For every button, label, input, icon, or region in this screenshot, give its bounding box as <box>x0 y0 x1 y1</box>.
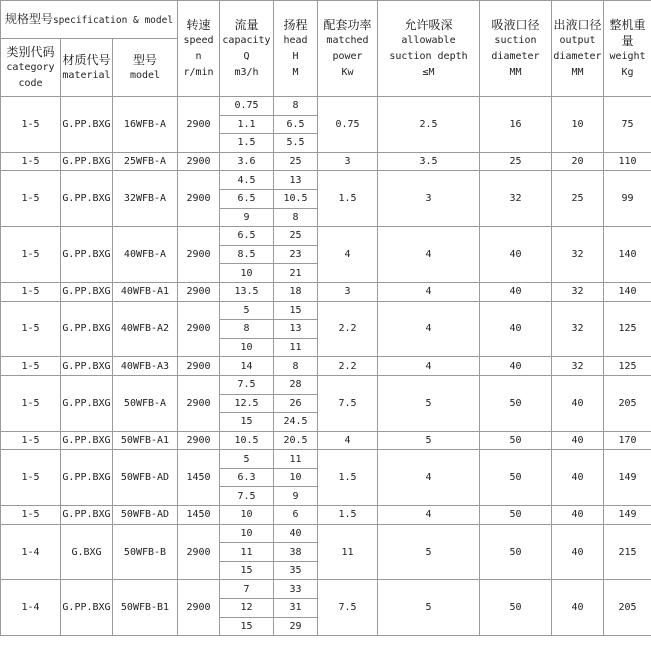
category-cell: 1-4 <box>1 524 61 580</box>
table-row <box>1 506 651 525</box>
head-cell: 29 <box>274 617 318 636</box>
weight-cell: 75 <box>604 97 651 153</box>
model-cell: 40WFB-A1 <box>113 282 178 301</box>
head-cell: 10 <box>274 468 318 487</box>
capacity-cell: 10.5 <box>220 431 274 450</box>
speed-cell: 2900 <box>178 97 220 153</box>
weight-cell: 149 <box>604 450 651 506</box>
speed-cell: 2900 <box>178 152 220 171</box>
material-header-en: material <box>62 69 111 81</box>
suction-diameter-cell: 50 <box>480 580 552 636</box>
output-diameter-header-en-2: diameter <box>553 50 602 62</box>
material-cell: G.PP.BXG <box>61 97 113 153</box>
model-header <box>113 39 178 97</box>
speed-cell: 2900 <box>178 301 220 357</box>
suction-depth-cell: 4 <box>378 282 480 301</box>
head-cell: 8 <box>274 97 318 116</box>
weight-header-en-1: weight <box>609 50 646 62</box>
power-cell: 3 <box>318 282 378 301</box>
table-row <box>1 524 651 543</box>
spec-header <box>1 1 178 39</box>
table-row <box>1 431 651 450</box>
model-cell: 50WFB-B <box>113 524 178 580</box>
table-row <box>1 375 651 394</box>
head-header-en-1: head <box>283 34 308 46</box>
output-diameter-header-zh: 出液口径 <box>553 17 602 32</box>
speed-cell: 1450 <box>178 450 220 506</box>
head-cell: 9 <box>274 487 318 506</box>
weight-cell: 149 <box>604 506 651 525</box>
suction-diameter-cell: 50 <box>480 375 552 431</box>
suction-depth-cell: 5 <box>378 375 480 431</box>
capacity-cell: 15 <box>220 561 274 580</box>
suction-depth-cell: 4 <box>378 506 480 525</box>
output-diameter-cell: 40 <box>552 431 604 450</box>
suction-depth-cell: 5 <box>378 431 480 450</box>
category-cell: 1-5 <box>1 375 61 431</box>
power-cell: 7.5 <box>318 375 378 431</box>
output-diameter-cell: 20 <box>552 152 604 171</box>
output-diameter-cell: 10 <box>552 97 604 153</box>
output-diameter-header-en-3: MM <box>571 66 584 78</box>
table-row <box>1 580 651 599</box>
output-diameter-cell: 40 <box>552 524 604 580</box>
weight-cell: 125 <box>604 301 651 357</box>
power-cell: 11 <box>318 524 378 580</box>
material-cell: G.PP.BXG <box>61 375 113 431</box>
suction-diameter-cell: 40 <box>480 357 552 376</box>
output-diameter-cell: 40 <box>552 375 604 431</box>
head-header-zh: 扬程 <box>283 17 308 32</box>
capacity-cell: 4.5 <box>220 171 274 190</box>
category-cell: 1-5 <box>1 171 61 227</box>
speed-cell: 2900 <box>178 282 220 301</box>
material-header <box>61 39 113 97</box>
head-cell: 13 <box>274 320 318 339</box>
head-cell: 10.5 <box>274 189 318 208</box>
suction-depth-cell: 5 <box>378 524 480 580</box>
suction-diameter-cell: 40 <box>480 301 552 357</box>
output-diameter-cell: 32 <box>552 282 604 301</box>
suction-diameter-cell: 40 <box>480 227 552 283</box>
speed-header-en-3: r/min <box>183 66 214 78</box>
speed-cell: 2900 <box>178 375 220 431</box>
head-cell: 18 <box>274 282 318 301</box>
table-row <box>1 171 651 190</box>
suction-depth-cell: 3.5 <box>378 152 480 171</box>
model-header-en: model <box>129 69 161 81</box>
speed-header-en-2: n <box>195 50 202 62</box>
head-header-en-2: H <box>292 50 299 62</box>
material-cell: G.PP.BXG <box>61 282 113 301</box>
capacity-cell: 13.5 <box>220 282 274 301</box>
head-cell: 5.5 <box>274 134 318 153</box>
suction-diameter-cell: 16 <box>480 97 552 153</box>
output-diameter-cell: 32 <box>552 357 604 376</box>
category-header <box>1 39 61 97</box>
capacity-cell: 15 <box>220 413 274 432</box>
output-diameter-cell: 32 <box>552 227 604 283</box>
power-header-en-3: Kw <box>341 66 354 78</box>
weight-cell: 205 <box>604 580 651 636</box>
suction-diameter-header-en-1: suction <box>494 34 537 46</box>
model-cell: 50WFB-AD <box>113 506 178 525</box>
table-row <box>1 301 651 320</box>
category-cell: 1-5 <box>1 97 61 153</box>
suction-depth-cell: 3 <box>378 171 480 227</box>
flow-header-en-3: m3/h <box>234 66 259 78</box>
capacity-cell: 7 <box>220 580 274 599</box>
material-cell: G.PP.BXG <box>61 450 113 506</box>
suction-diameter-cell: 50 <box>480 450 552 506</box>
head-cell: 26 <box>274 394 318 413</box>
category-cell: 1-5 <box>1 506 61 525</box>
head-cell: 23 <box>274 245 318 264</box>
weight-header-en-2: Kg <box>621 66 634 78</box>
power-cell: 3 <box>318 152 378 171</box>
model-cell: 32WFB-A <box>113 171 178 227</box>
head-cell: 25 <box>274 227 318 246</box>
suction-depth-cell: 5 <box>378 580 480 636</box>
suction-header-en-3: ≤M <box>422 66 435 78</box>
power-cell: 2.2 <box>318 301 378 357</box>
head-cell: 21 <box>274 264 318 283</box>
output-diameter-header <box>552 1 604 97</box>
output-diameter-cell: 25 <box>552 171 604 227</box>
speed-cell: 2900 <box>178 357 220 376</box>
material-cell: G.PP.BXG <box>61 301 113 357</box>
head-cell: 11 <box>274 338 318 357</box>
category-header-en-2: code <box>18 77 43 89</box>
power-cell: 1.5 <box>318 450 378 506</box>
head-cell: 8 <box>274 357 318 376</box>
table-header <box>1 1 651 97</box>
material-cell: G.PP.BXG <box>61 171 113 227</box>
speed-header <box>178 1 220 97</box>
capacity-cell: 10 <box>220 506 274 525</box>
power-cell: 2.2 <box>318 357 378 376</box>
capacity-cell: 15 <box>220 617 274 636</box>
flow-header <box>220 1 274 97</box>
power-cell: 1.5 <box>318 171 378 227</box>
model-cell: 40WFB-A2 <box>113 301 178 357</box>
table-row <box>1 282 651 301</box>
capacity-cell: 3.6 <box>220 152 274 171</box>
head-cell: 25 <box>274 152 318 171</box>
weight-cell: 140 <box>604 282 651 301</box>
suction-diameter-cell: 25 <box>480 152 552 171</box>
flow-header-en-2: Q <box>243 50 250 62</box>
head-header-en-3: M <box>292 66 299 78</box>
speed-cell: 2900 <box>178 431 220 450</box>
output-diameter-cell: 32 <box>552 301 604 357</box>
power-cell: 0.75 <box>318 97 378 153</box>
capacity-cell: 12 <box>220 599 274 618</box>
category-cell: 1-5 <box>1 450 61 506</box>
weight-cell: 99 <box>604 171 651 227</box>
material-header-zh: 材质代号 <box>62 52 111 67</box>
head-cell: 8 <box>274 208 318 227</box>
head-cell: 28 <box>274 375 318 394</box>
head-cell: 6.5 <box>274 115 318 134</box>
capacity-cell: 5 <box>220 301 274 320</box>
table-row <box>1 97 651 116</box>
capacity-cell: 12.5 <box>220 394 274 413</box>
power-cell: 4 <box>318 431 378 450</box>
material-cell: G.BXG <box>61 524 113 580</box>
capacity-cell: 6.5 <box>220 227 274 246</box>
weight-cell: 110 <box>604 152 651 171</box>
category-cell: 1-5 <box>1 431 61 450</box>
capacity-cell: 14 <box>220 357 274 376</box>
speed-cell: 2900 <box>178 580 220 636</box>
suction-diameter-cell: 50 <box>480 431 552 450</box>
model-cell: 50WFB-A1 <box>113 431 178 450</box>
model-cell: 25WFB-A <box>113 152 178 171</box>
material-cell: G.PP.BXG <box>61 227 113 283</box>
category-cell: 1-5 <box>1 282 61 301</box>
weight-header <box>604 1 651 97</box>
capacity-cell: 0.75 <box>220 97 274 116</box>
weight-cell: 205 <box>604 375 651 431</box>
suction-diameter-cell: 32 <box>480 171 552 227</box>
head-cell: 38 <box>274 543 318 562</box>
head-cell: 24.5 <box>274 413 318 432</box>
capacity-cell: 6.3 <box>220 468 274 487</box>
suction-depth-cell: 4 <box>378 357 480 376</box>
category-header-zh: 类别代码 <box>6 44 55 59</box>
capacity-cell: 10 <box>220 524 274 543</box>
suction-diameter-cell: 50 <box>480 524 552 580</box>
capacity-cell: 5 <box>220 450 274 469</box>
head-cell: 40 <box>274 524 318 543</box>
head-cell: 33 <box>274 580 318 599</box>
suction-header-en-1: allowable <box>401 34 456 46</box>
head-cell: 6 <box>274 506 318 525</box>
output-diameter-cell: 40 <box>552 506 604 525</box>
model-cell: 40WFB-A3 <box>113 357 178 376</box>
capacity-cell: 9 <box>220 208 274 227</box>
model-header-zh: 型号 <box>132 52 157 67</box>
suction-diameter-header-zh: 吸液口径 <box>491 17 540 32</box>
table-row <box>1 450 651 469</box>
capacity-cell: 1.1 <box>220 115 274 134</box>
model-cell: 40WFB-A <box>113 227 178 283</box>
output-diameter-cell: 40 <box>552 450 604 506</box>
power-header-zh: 配套功率 <box>323 17 372 32</box>
material-cell: G.PP.BXG <box>61 152 113 171</box>
category-header-en-1: category <box>6 61 55 73</box>
suction-diameter-header <box>480 1 552 97</box>
suction-depth-cell: 4 <box>378 301 480 357</box>
suction-depth-cell: 2.5 <box>378 97 480 153</box>
head-cell: 31 <box>274 599 318 618</box>
table-body <box>1 97 651 636</box>
power-cell: 1.5 <box>318 506 378 525</box>
model-cell: 50WFB-AD <box>113 450 178 506</box>
power-cell: 7.5 <box>318 580 378 636</box>
capacity-cell: 6.5 <box>220 189 274 208</box>
power-header-en-1: matched <box>326 34 369 46</box>
category-cell: 1-5 <box>1 301 61 357</box>
head-cell: 13 <box>274 171 318 190</box>
power-header <box>318 1 378 97</box>
capacity-cell: 7.5 <box>220 375 274 394</box>
speed-header-zh: 转速 <box>186 17 211 32</box>
suction-header-en-2: suction depth <box>389 50 468 62</box>
output-diameter-cell: 40 <box>552 580 604 636</box>
speed-cell: 2900 <box>178 171 220 227</box>
weight-cell: 125 <box>604 357 651 376</box>
speed-cell: 2900 <box>178 524 220 580</box>
capacity-cell: 8 <box>220 320 274 339</box>
capacity-cell: 10 <box>220 338 274 357</box>
head-cell: 15 <box>274 301 318 320</box>
spec-header-zh: 规格型号 <box>4 11 53 26</box>
material-cell: G.PP.BXG <box>61 580 113 636</box>
model-cell: 16WFB-A <box>113 97 178 153</box>
capacity-cell: 1.5 <box>220 134 274 153</box>
category-cell: 1-5 <box>1 152 61 171</box>
weight-cell: 170 <box>604 431 651 450</box>
suction-diameter-cell: 50 <box>480 506 552 525</box>
material-cell: G.PP.BXG <box>61 506 113 525</box>
head-header <box>274 1 318 97</box>
flow-header-en-1: capacity <box>222 34 271 46</box>
weight-cell: 215 <box>604 524 651 580</box>
suction-diameter-cell: 40 <box>480 282 552 301</box>
capacity-cell: 10 <box>220 264 274 283</box>
table-row <box>1 357 651 376</box>
suction-header <box>378 1 480 97</box>
category-cell: 1-5 <box>1 357 61 376</box>
model-cell: 50WFB-B1 <box>113 580 178 636</box>
speed-cell: 1450 <box>178 506 220 525</box>
capacity-cell: 8.5 <box>220 245 274 264</box>
table-row <box>1 227 651 246</box>
category-cell: 1-4 <box>1 580 61 636</box>
head-cell: 35 <box>274 561 318 580</box>
suction-diameter-header-en-3: MM <box>509 66 522 78</box>
flow-header-zh: 流量 <box>234 17 259 32</box>
suction-header-zh: 允许吸深 <box>404 17 453 32</box>
weight-cell: 140 <box>604 227 651 283</box>
spec-header-en: specification & model <box>52 14 174 26</box>
model-cell: 50WFB-A <box>113 375 178 431</box>
capacity-cell: 7.5 <box>220 487 274 506</box>
material-cell: G.PP.BXG <box>61 357 113 376</box>
speed-header-en-1: speed <box>183 34 214 46</box>
power-cell: 4 <box>318 227 378 283</box>
power-header-en-2: power <box>332 50 363 62</box>
suction-depth-cell: 4 <box>378 227 480 283</box>
weight-header-zh: 整机重量 <box>609 17 646 48</box>
category-cell: 1-5 <box>1 227 61 283</box>
head-cell: 20.5 <box>274 431 318 450</box>
table-row <box>1 152 651 171</box>
material-cell: G.PP.BXG <box>61 431 113 450</box>
speed-cell: 2900 <box>178 227 220 283</box>
suction-depth-cell: 4 <box>378 450 480 506</box>
output-diameter-header-en-1: output <box>559 34 596 46</box>
head-cell: 11 <box>274 450 318 469</box>
capacity-cell: 11 <box>220 543 274 562</box>
suction-diameter-header-en-2: diameter <box>491 50 540 62</box>
